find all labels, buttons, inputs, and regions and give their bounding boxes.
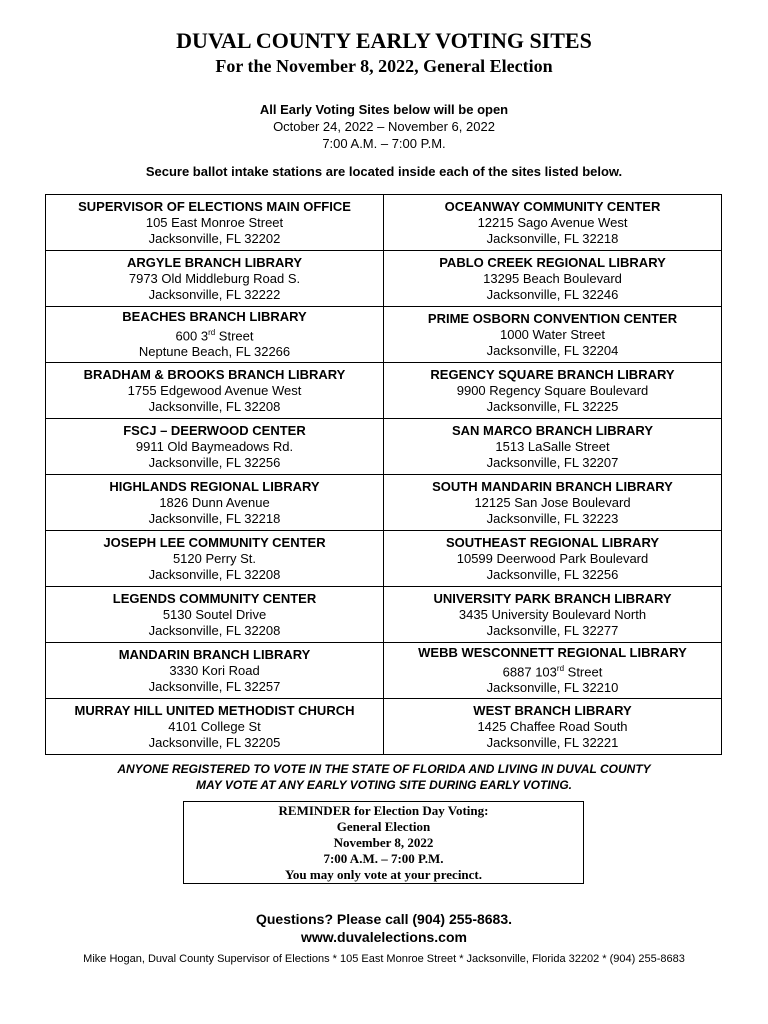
site-name: REGENCY SQUARE BRANCH LIBRARY: [430, 366, 675, 382]
site-name: JOSEPH LEE COMMUNITY CENTER: [103, 534, 326, 550]
site-cell: [46, 251, 384, 307]
site-cell: [384, 419, 722, 475]
site-name: WEST BRANCH LIBRARY: [473, 702, 632, 718]
page-title: DUVAL COUNTY EARLY VOTING SITES: [176, 28, 592, 53]
site-city: Jacksonville, FL 32208: [148, 398, 281, 414]
site-street: [384, 661, 721, 680]
open-note: All Early Voting Sites below will be open: [259, 102, 509, 117]
site-city: Neptune Beach, FL 32266: [138, 344, 291, 360]
ordinal-suffix: rd: [556, 663, 565, 673]
reminder-line: General Election: [336, 819, 431, 834]
site-city: Jacksonville, FL 32223: [486, 510, 619, 526]
table-row: [46, 699, 722, 755]
site-cell: [384, 475, 722, 531]
open-dates: October 24, 2022 – November 6, 2022: [273, 119, 495, 134]
site-city: Jacksonville, FL 32202: [148, 230, 281, 246]
table-row: [46, 419, 722, 475]
site-street: 13295 Beach Boulevard: [483, 270, 622, 286]
table-row: [46, 363, 722, 419]
table-row: [46, 475, 722, 531]
site-cell: [384, 251, 722, 307]
street-number: 6887 103: [502, 664, 557, 680]
reminder-line: 7:00 A.M. – 7:00 P.M.: [323, 851, 444, 866]
site-name: PABLO CREEK REGIONAL LIBRARY: [439, 254, 666, 270]
site-cell: [384, 363, 722, 419]
voting-sites-table: [45, 194, 722, 755]
site-name: OCEANWAY COMMUNITY CENTER: [444, 198, 661, 214]
table-row: [46, 587, 722, 643]
footer-text: Mike Hogan, Duval County Supervisor of Elections * 105 East Monroe Street * Jacksonville, Florida 32202 * (904) 255-8683: [83, 953, 685, 965]
site-name: LEGENDS COMMUNITY CENTER: [112, 590, 317, 606]
site-city: Jacksonville, FL 32256: [486, 566, 619, 582]
site-street: 5130 Soutel Drive: [162, 606, 267, 622]
site-name: SOUTH MANDARIN BRANCH LIBRARY: [432, 478, 673, 494]
site-street: 1000 Water Street: [499, 326, 605, 342]
site-city: Jacksonville, FL 32222: [148, 286, 281, 302]
site-street: 105 East Monroe Street: [145, 214, 284, 230]
site-city: Jacksonville, FL 32210: [486, 680, 619, 696]
site-city: Jacksonville, FL 32277: [486, 622, 619, 638]
site-name: BRADHAM & BROOKS BRANCH LIBRARY: [83, 366, 346, 382]
site-cell: [46, 307, 384, 363]
site-street: [46, 325, 383, 344]
reminder-line: November 8, 2022: [333, 835, 434, 850]
site-name: PRIME OSBORN CONVENTION CENTER: [427, 310, 678, 326]
site-street: 1513 LaSalle Street: [495, 438, 610, 454]
site-cell: [384, 307, 722, 363]
site-cell: [46, 699, 384, 755]
site-street: 1826 Dunn Avenue: [159, 494, 270, 510]
secure-ballot-note: Secure ballot intake stations are located inside each of the sites listed below.: [145, 164, 623, 179]
reminder-line: You may only vote at your precinct.: [284, 867, 483, 882]
site-name: SAN MARCO BRANCH LIBRARY: [451, 422, 653, 438]
table-row: [46, 643, 722, 699]
site-name: MANDARIN BRANCH LIBRARY: [118, 646, 311, 662]
street-suffix: Street: [215, 328, 254, 344]
site-cell: [46, 419, 384, 475]
site-cell: [384, 195, 722, 251]
site-name: HIGHLANDS REGIONAL LIBRARY: [109, 478, 320, 494]
questions-phone: Questions? Please call (904) 255-8683.: [255, 911, 513, 927]
site-name: WEBB WESCONNETT REGIONAL LIBRARY: [418, 644, 687, 660]
site-name: FSCJ – DEERWOOD CENTER: [123, 422, 306, 438]
site-city: Jacksonville, FL 32208: [148, 566, 281, 582]
site-cell: [46, 363, 384, 419]
ordinal-suffix: rd: [208, 327, 216, 337]
site-city: Jacksonville, FL 32207: [486, 454, 619, 470]
site-name: SOUTHEAST REGIONAL LIBRARY: [445, 534, 660, 550]
site-city: Jacksonville, FL 32205: [148, 734, 281, 750]
site-name: UNIVERSITY PARK BRANCH LIBRARY: [433, 590, 672, 606]
site-street: 9900 Regency Square Boulevard: [456, 382, 649, 398]
site-city: Jacksonville, FL 32208: [148, 622, 281, 638]
contact-block: [0, 910, 768, 946]
site-name: SUPERVISOR OF ELECTIONS MAIN OFFICE: [78, 198, 351, 214]
site-cell: [46, 531, 384, 587]
election-day-reminder-box: [183, 801, 584, 884]
site-cell: [46, 587, 384, 643]
site-city: Jacksonville, FL 32218: [486, 230, 619, 246]
eligibility-notice: [0, 761, 768, 793]
site-cell: [46, 195, 384, 251]
site-name: ARGYLE BRANCH LIBRARY: [126, 254, 303, 270]
page-subtitle: For the November 8, 2022, General Election: [215, 56, 553, 76]
site-street: 5120 Perry St.: [172, 550, 257, 566]
street-number: 600 3: [175, 328, 209, 344]
table-row: [46, 531, 722, 587]
site-street: 9911 Old Baymeadows Rd.: [135, 438, 294, 454]
notice-line: MAY VOTE AT ANY EARLY VOTING SITE DURING EARLY VOTING.: [195, 778, 573, 792]
site-cell: [384, 643, 722, 699]
site-cell: [46, 475, 384, 531]
street-suffix: Street: [564, 664, 603, 680]
hours-block: [0, 101, 768, 152]
site-city: Jacksonville, FL 32257: [148, 678, 281, 694]
site-city: Jacksonville, FL 32246: [486, 286, 619, 302]
site-street: 3435 University Boulevard North: [458, 606, 647, 622]
site-city: Jacksonville, FL 32225: [486, 398, 619, 414]
site-street: 1755 Edgewood Avenue West: [127, 382, 302, 398]
site-street: 1425 Chaffee Road South: [477, 718, 628, 734]
site-street: 12125 San Jose Boulevard: [474, 494, 631, 510]
table-row: [46, 307, 722, 363]
site-city: Jacksonville, FL 32256: [148, 454, 281, 470]
site-street: 12215 Sago Avenue West: [477, 214, 628, 230]
table-row: [46, 251, 722, 307]
site-street: 4101 College St: [168, 718, 261, 734]
site-city: Jacksonville, FL 32221: [486, 734, 619, 750]
open-times: 7:00 A.M. – 7:00 P.M.: [322, 136, 446, 151]
site-city: Jacksonville, FL 32204: [486, 342, 619, 358]
reminder-line: REMINDER for Election Day Voting:: [278, 803, 489, 818]
site-street: 7973 Old Middleburg Road S.: [128, 270, 301, 286]
table-row: [46, 195, 722, 251]
site-street: 3330 Kori Road: [169, 662, 260, 678]
website-link[interactable]: www.duvalelections.com: [301, 929, 467, 945]
notice-line: ANYONE REGISTERED TO VOTE IN THE STATE OF FLORIDA AND LIVING IN DUVAL COUNTY: [117, 762, 651, 776]
site-cell: [384, 531, 722, 587]
site-name: BEACHES BRANCH LIBRARY: [122, 308, 307, 324]
site-city: Jacksonville, FL 32218: [148, 510, 281, 526]
site-cell: [384, 587, 722, 643]
site-name: MURRAY HILL UNITED METHODIST CHURCH: [74, 702, 355, 718]
site-cell: [384, 699, 722, 755]
site-cell: [46, 643, 384, 699]
site-street: 10599 Deerwood Park Boulevard: [456, 550, 649, 566]
